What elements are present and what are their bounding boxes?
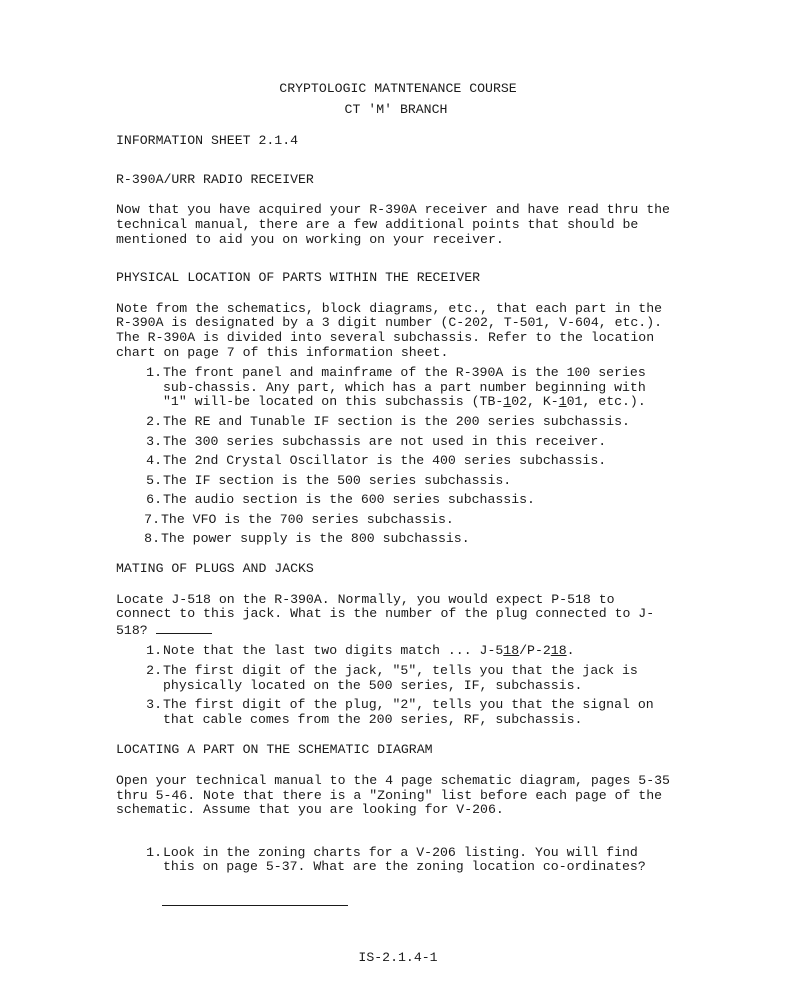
section3-paragraph: Open your technical manual to the 4 page schematic diagram, pages 5-35 thru 5-46. Note that there is a "Zoning" list before each page of the schematic. Assume that you are looking for V-206.	[116, 773, 670, 818]
answer-line[interactable]	[162, 905, 348, 906]
section1-heading: PHYSICAL LOCATION OF PARTS WITHIN THE RECEIVER	[116, 270, 481, 286]
section3-list	[116, 846, 676, 875]
course-title: CRYPTOLOGIC MATNTENANCE COURSE	[279, 81, 517, 96]
list-item: 1. The front panel and mainframe of the R-390A is the 100 series sub-chassis. Any part, which has a part number beginning with "1" will-be located on this subchassis (TB-102, K-101, etc.).	[146, 365, 646, 410]
list-item: 1. Note that the last two digits match ... J-518/P-218.	[146, 643, 575, 659]
list-item: 6. The audio section is the 600 series subchassis.	[146, 492, 535, 508]
list-item: 2. The first digit of the jack, "5", tells you that the jack is physically located on the 500 series, IF, subchassis.	[146, 663, 638, 693]
list-item: 4. The 2nd Crystal Oscillator is the 400 series subchassis.	[146, 453, 607, 469]
branch-title: CT 'M' BRANCH	[344, 101, 448, 117]
section2-paragraph: Locate J-518 on the R-390A. Normally, you would expect P-518 to connect to this jack. What is the number of the plug connected to J-518?	[116, 591, 655, 638]
section2-list	[116, 644, 676, 727]
intro-paragraph: Now that you have acquired your R-390A receiver and have read thru the technical manual, there are a few additional points that should be mentioned to aid you on working on your receiver.	[116, 202, 670, 247]
answer-blank[interactable]	[156, 622, 212, 634]
subject-heading: R-390A/URR RADIO RECEIVER	[116, 171, 314, 187]
list-item: 3. The first digit of the plug, "2", tells you that the signal on that cable comes from the 200 series, RF, subchassis.	[146, 697, 654, 727]
document-page	[116, 82, 676, 906]
page-number: IS-2.1.4-1	[358, 950, 438, 965]
list-item: 3. The 300 series subchassis are not used in this receiver.	[146, 433, 607, 449]
list-item: 5. The IF section is the 500 series subchassis.	[146, 472, 512, 488]
section1-paragraph: Note from the schematics, block diagrams, etc., that each part in the R-390A is designated by a 3 digit number (C-202, T-501, V-604, etc.). The R-390A is divided into several subchassis. Refer to the location chart on page 7 of this information sheet.	[116, 300, 663, 360]
section1-list	[116, 366, 676, 547]
list-item: 2. The RE and Tunable IF section is the 200 series subchassis.	[146, 413, 630, 429]
list-item: 8. The power supply is the 800 subchassis.	[144, 531, 470, 547]
info-sheet-label: INFORMATION SHEET 2.1.4	[116, 133, 299, 149]
section2-heading: MATING OF PLUGS AND JACKS	[116, 561, 314, 577]
list-item: 1. Look in the zoning charts for a V-206 listing. You will find this on page 5-37. What are the zoning location co-ordinates?	[146, 844, 646, 875]
list-item: 7. The VFO is the 700 series subchassis.	[144, 511, 454, 527]
section3-heading: LOCATING A PART ON THE SCHEMATIC DIAGRAM	[116, 742, 433, 758]
